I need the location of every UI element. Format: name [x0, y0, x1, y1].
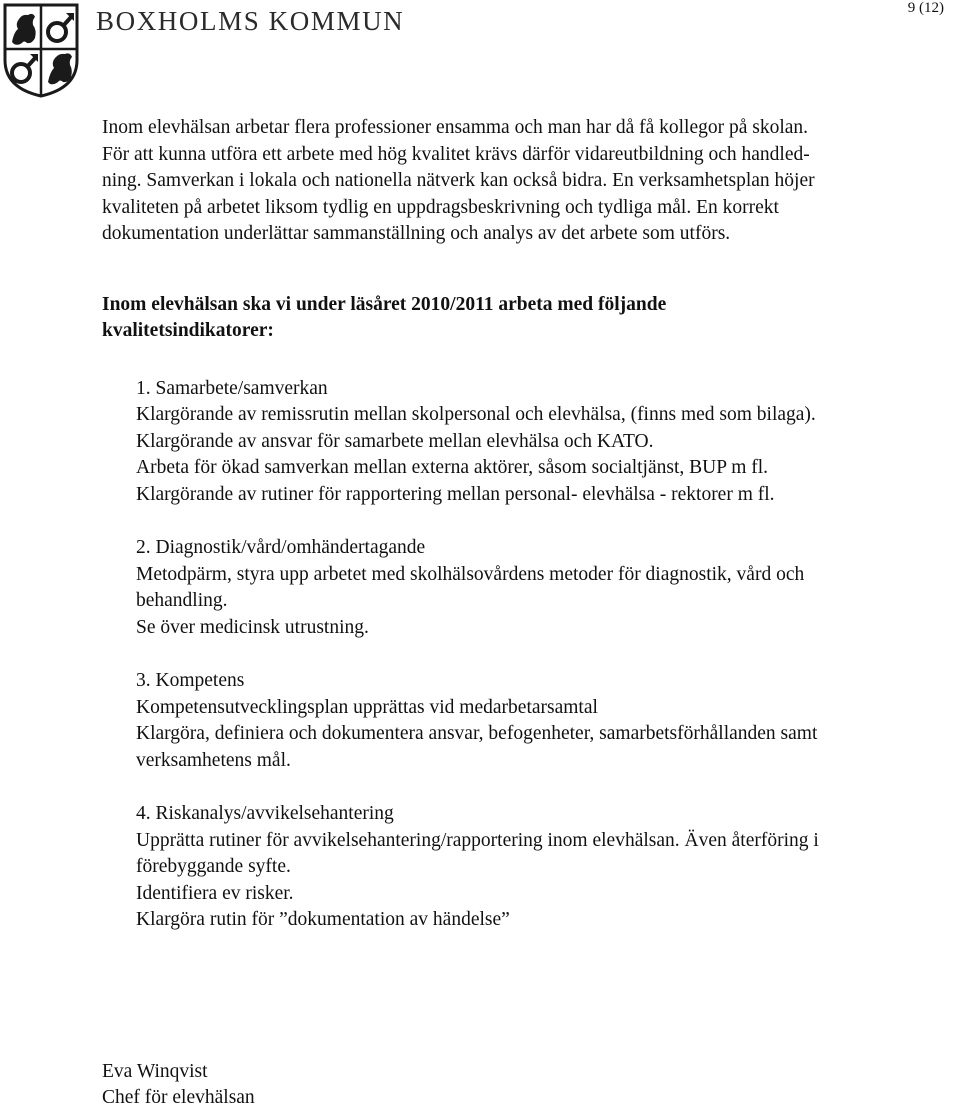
text-line: dokumentation underlättar sammanställning och analys av det arbete som utförs.	[102, 223, 731, 244]
document-body	[102, 115, 958, 961]
section-title: 3. Kompetens	[136, 670, 245, 691]
section-title: 2. Diagnostik/vård/omhändertagande	[136, 537, 426, 558]
text-line: Klargörande av remissrutin mellan skolpersonal och elevhälsa, (finns med som bilaga).	[136, 404, 816, 425]
text-line: behandling.	[136, 590, 228, 611]
text-line: förebyggande syfte.	[136, 856, 291, 877]
signatory-name: Eva Winqvist	[102, 1061, 208, 1082]
heading-line: kvalitetsindikatorer:	[102, 320, 274, 341]
text-line: Klargöra, definiera och dokumentera ansvar, befogenheter, samarbetsförhållanden samt	[136, 723, 818, 744]
text-line: ning. Samverkan i lokala och nationella nätverk kan också bidra. En verksamhetsplan höjer	[102, 170, 815, 191]
text-line: Kompetensutvecklingsplan upprättas vid medarbetarsamtal	[136, 696, 598, 718]
heading-line: Inom elevhälsan ska vi under läsåret 2010/2011 arbeta med följande	[102, 293, 667, 315]
signatory-title: Chef för elevhälsan	[102, 1087, 255, 1108]
section-title: 4. Riskanalys/avvikelsehantering	[136, 803, 394, 824]
text-line: Klargöra rutin för ”dokumentation av händelse”	[136, 909, 510, 930]
text-line: Metodpärm, styra upp arbetet med skolhälsovårdens metoder för diagnostik, vård och	[136, 563, 805, 585]
page-number: 9 (12)	[907, 0, 944, 16]
organization-name: BOXHOLMS KOMMUN	[96, 6, 405, 36]
indicator-list	[136, 376, 958, 934]
indicator-section-competence	[136, 668, 958, 774]
text-line: Klargörande av ansvar för samarbete mellan elevhälsa och KATO.	[136, 430, 654, 452]
section-heading	[102, 292, 958, 345]
indicator-section-diagnostics	[136, 535, 958, 641]
indicator-section-risk-analysis	[136, 801, 958, 934]
text-line: För att kunna utföra ett arbete med hög kvalitet krävs därför vidareutbildning och handled-	[102, 143, 810, 165]
text-line: Se över medicinsk utrustning.	[136, 616, 369, 638]
intro-paragraph	[102, 115, 958, 248]
signature-block	[102, 1059, 255, 1111]
text-line: Inom elevhälsan arbetar flera professioner ensamma och man har då få kollegor på skolan.	[102, 117, 809, 138]
text-line: kvaliteten på arbetet liksom tydlig en uppdragsbeskrivning och tydliga mål. En korrekt	[102, 196, 779, 218]
page-header	[0, 0, 960, 100]
text-line: Identifiera ev risker.	[136, 882, 294, 904]
text-line: Upprätta rutiner för avvikelsehantering/rapportering inom elevhälsan. Även återföring i	[136, 829, 819, 851]
indicator-section-collaboration	[136, 376, 958, 509]
text-line: Arbeta för ökad samverkan mellan externa aktörer, såsom socialtjänst, BUP m fl.	[136, 457, 769, 478]
text-line: verksamhetens mål.	[136, 749, 291, 771]
municipal-coat-of-arms-icon	[2, 2, 80, 98]
text-line: Klargörande av rutiner för rapportering mellan personal- elevhälsa - rektorer m fl.	[136, 483, 775, 505]
section-title: 1. Samarbete/samverkan	[136, 377, 328, 399]
